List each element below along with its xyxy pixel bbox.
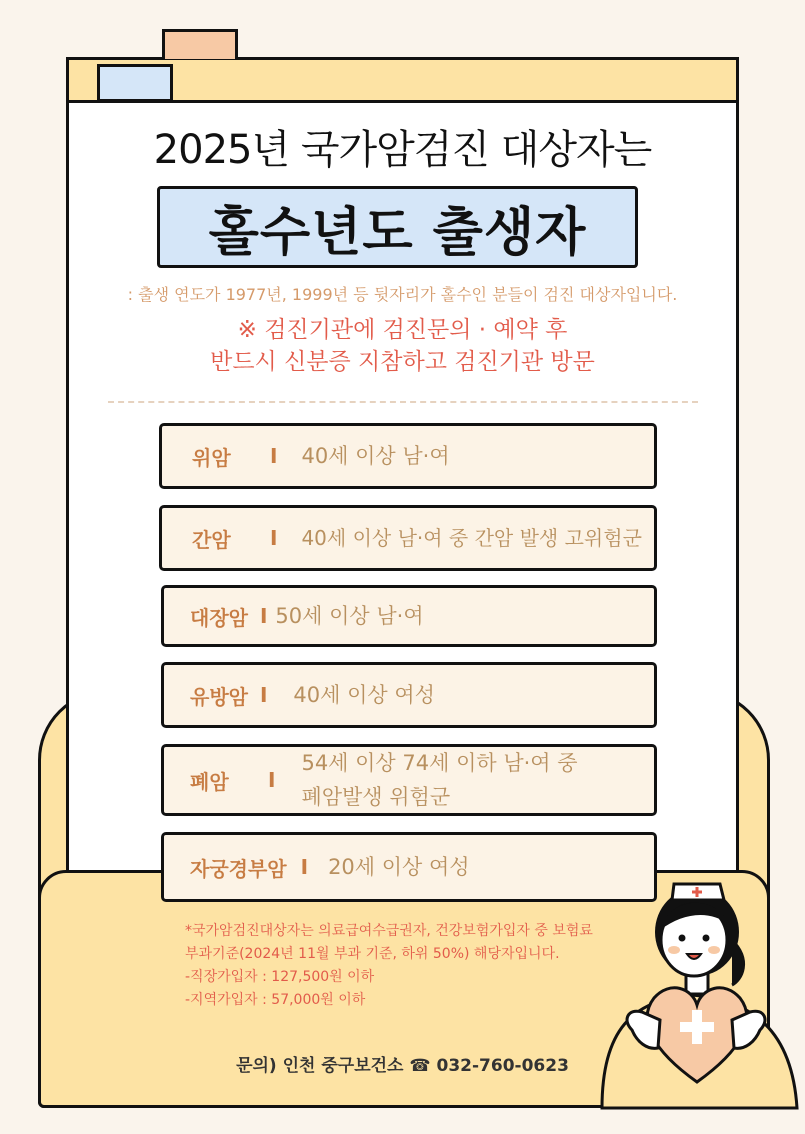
footnote-line-3: -직장가입자 : 127,500원 이하 — [185, 969, 375, 985]
folder-tab-blue — [97, 64, 173, 102]
divider — [108, 401, 698, 403]
screening-row-colon — [161, 585, 657, 647]
row-desc: 40세 이상 남·여 중 간암 발생 고위험군 — [301, 526, 642, 550]
row-desc: 50세 이상 남·여 — [275, 604, 424, 628]
footnote-line-4: -지역가입자 : 57,000원 이하 — [185, 992, 366, 1008]
nurse-illustration — [592, 870, 802, 1110]
row-separator: I — [259, 683, 268, 707]
warning-line-1: ※ 검진기관에 검진문의 · 예약 후 — [237, 317, 568, 343]
row-separator: I — [270, 444, 278, 468]
screening-row-liver — [159, 505, 657, 571]
footnote-line-2: 부과기준(2024년 11월 부과 기준, 하위 50%) 해당자입니다. — [185, 946, 560, 962]
eligibility-footnote — [185, 920, 625, 1012]
row-desc: 40세 이상 여성 — [293, 683, 435, 707]
screening-row-stomach — [159, 423, 657, 489]
warning-text — [66, 314, 739, 378]
screening-row-cervical — [161, 832, 657, 902]
warning-line-2: 반드시 신분증 지참하고 검진기관 방문 — [210, 349, 595, 375]
folder-tab-peach — [162, 29, 238, 59]
highlight-title: 홀수년도 출생자 — [157, 186, 638, 268]
row-separator: I — [268, 768, 276, 792]
footnote-line-1: *국가암검진대상자는 의료급여수급권자, 건강보험가입자 중 보험료 — [185, 923, 593, 939]
row-separator: I — [270, 526, 278, 550]
row-separator: I — [300, 855, 309, 879]
screening-row-breast — [161, 662, 657, 728]
row-desc — [301, 746, 577, 814]
row-label: 위암 — [192, 445, 231, 470]
page-title: 2025년 국가암검진 대상자는 — [153, 127, 652, 173]
row-label: 자궁경부암 — [190, 856, 287, 881]
row-label: 대장암 — [190, 605, 248, 630]
contact-info: 문의) 인천 중구보건소 ☎ 032-760-0623 — [236, 1056, 569, 1076]
row-desc-line-2: 폐암발생 위험군 — [301, 785, 451, 809]
row-desc: 40세 이상 남·여 — [301, 444, 450, 468]
birth-year-note: : 출생 연도가 1977년, 1999년 등 뒷자리가 홀수인 분들이 검진 대상자입니다. — [127, 285, 678, 304]
screening-row-lung — [161, 744, 657, 816]
row-separator: I — [259, 604, 268, 628]
row-desc-line-1: 54세 이상 74세 이하 남·여 중 — [301, 751, 578, 775]
row-label: 유방암 — [190, 684, 248, 709]
row-desc: 20세 이상 여성 — [328, 855, 470, 879]
row-label: 간암 — [192, 527, 231, 552]
row-label: 폐암 — [190, 769, 229, 794]
